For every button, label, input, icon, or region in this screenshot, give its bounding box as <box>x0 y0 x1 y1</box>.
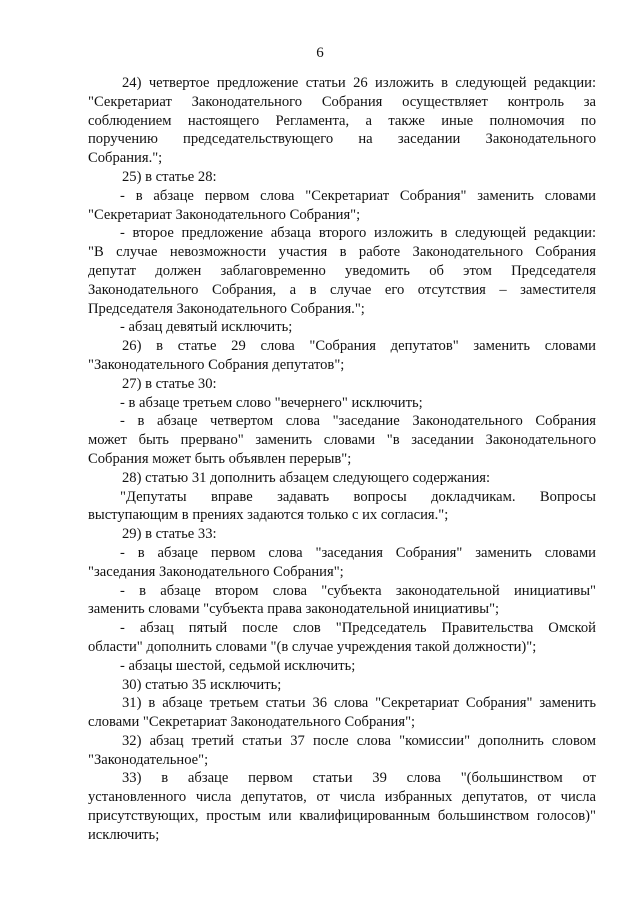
text-line: 26) в статье 29 слова "Собрания депутатов" заменить словами <box>122 338 596 355</box>
text-line: установленного числа депутатов, от числа избранных депутатов, от числа <box>88 789 596 806</box>
text-line: - абзацы шестой, седьмой исключить; <box>120 657 356 674</box>
text-line: Законодательного Собрания, а в случае его отсутствия – заместителя <box>88 281 596 298</box>
text-line: поручению председательствующего на заседании Законодательного <box>88 131 596 148</box>
text-line: 24) четвертое предложение статьи 26 изложить в следующей редакции: <box>122 75 596 91</box>
text-line: - второе предложение абзаца второго изложить в следующей редакции: <box>120 225 596 242</box>
text-line: 28) статью 31 дополнить абзацем следующего содержания: <box>122 469 491 486</box>
text-line: 30) статью 35 исключить; <box>122 676 282 693</box>
document-body <box>88 74 596 845</box>
text-line: "Депутаты вправе задавать вопросы докладчикам. Вопросы <box>120 488 596 505</box>
text-line: 29) в статье 33: <box>122 526 217 543</box>
text-line: области" дополнить словами "(в случае учреждения такой должности)"; <box>88 638 537 655</box>
text-line: 32) абзац третий статьи 37 после слова "комиссии" дополнить словом <box>122 732 596 749</box>
text-line: - в абзаце первом слова "Секретариат Собрания" заменить словами <box>120 187 596 204</box>
text-line: "В случае невозможности участия в работе Законодательного Собрания <box>88 244 596 261</box>
text-line: "Секретариат Законодательного Собрания"; <box>88 206 361 223</box>
text-line: - абзац пятый после слов "Председатель Правительства Омской <box>120 620 596 637</box>
text-line: - в абзаце втором слова "субъекта законодательной инициативы" <box>120 582 596 599</box>
text-line: 31) в абзаце третьем статьи 36 слова "Секретариат Собрания" заменить <box>122 695 596 712</box>
text-line: "Законодательного Собрания депутатов"; <box>88 356 345 373</box>
text-line: - абзац девятый исключить; <box>120 319 293 336</box>
text-line: "Законодательное"; <box>88 751 209 768</box>
text-line: - в абзаце четвертом слова "заседание Законодательного Собрания <box>120 413 596 430</box>
text-line: 25) в статье 28: <box>122 168 217 185</box>
text-line: "Секретариат Законодательного Собрания осуществляет контроль за <box>88 93 596 110</box>
text-line: - в абзаце третьем слово "вечернего" исключить; <box>120 394 423 411</box>
text-line: Председателя Законодательного Собрания."; <box>88 300 365 317</box>
text-line: 27) в статье 30: <box>122 375 217 392</box>
text-line: 33) в абзаце первом статьи 39 слова "(большинством от <box>122 770 596 787</box>
text-line: депутат должен заблаговременно уведомить об этом Председателя <box>88 262 596 279</box>
page-number: 6 <box>316 45 324 61</box>
text-line: соблюдением настоящего Регламента, а также иные полномочия по <box>88 112 596 129</box>
text-line: выступающим в прениях задаются только с их согласия."; <box>88 507 449 524</box>
text-line: Собрания может быть объявлен перерыв"; <box>88 450 352 467</box>
text-line: "заседания Законодательного Собрания"; <box>88 563 344 580</box>
text-line: - в абзаце первом слова "заседания Собрания" заменить словами <box>120 544 596 561</box>
text-line: Собрания."; <box>88 150 163 167</box>
text-line: заменить словами "субъекта права законодательной инициативы"; <box>88 601 500 618</box>
text-line: может быть прервано" заменить словами "в заседании Законодательного <box>88 432 596 449</box>
text-line: исключить; <box>88 826 160 843</box>
text-line: словами "Секретариат Законодательного Собрания"; <box>88 714 416 731</box>
text-line: присутствующих, простым или квалифицированным большинством голосов)" <box>88 808 596 825</box>
